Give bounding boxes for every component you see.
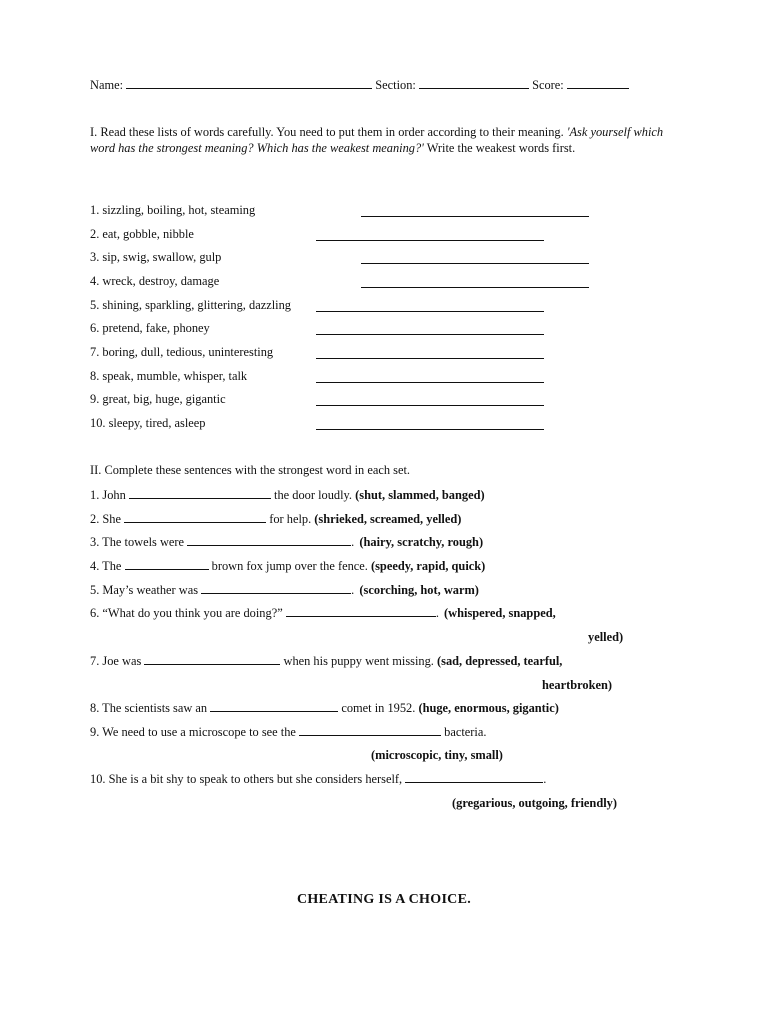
list-item xyxy=(90,226,194,242)
sentence-text: . xyxy=(351,535,355,549)
answer-blank[interactable] xyxy=(129,498,271,499)
sentence-text: 2. She xyxy=(90,512,121,526)
list-item-text: 6. pretend, fake, phoney xyxy=(90,321,210,335)
list-item-text: 8. speak, mumble, whisper, talk xyxy=(90,369,248,383)
list-item-text: 7. boring, dull, tedious, uninteresting xyxy=(90,345,274,359)
sentence-9 xyxy=(90,724,486,740)
word-options-continued: heartbroken) xyxy=(542,678,612,692)
sentence-7 xyxy=(90,653,562,669)
part1-intro: I. Read these lists of words carefully. You need to put them in order according to their meaning. xyxy=(90,125,564,139)
answer-line[interactable] xyxy=(316,311,544,312)
answer-line[interactable] xyxy=(361,216,589,217)
sentence-text: brown fox jump over the fence. xyxy=(211,559,368,573)
sentence-text: 1. John xyxy=(90,488,126,502)
sentence-text: when his puppy went missing. xyxy=(283,654,434,668)
answer-line[interactable] xyxy=(361,263,589,264)
answer-blank[interactable] xyxy=(405,782,543,783)
list-item xyxy=(90,202,255,218)
sentence-4 xyxy=(90,558,485,574)
sentence-text: bacteria. xyxy=(444,725,487,739)
answer-blank[interactable] xyxy=(125,569,209,570)
sentence-text: 9. We need to use a microscope to see the xyxy=(90,725,296,739)
name-label: Name: xyxy=(90,78,124,92)
answer-line[interactable] xyxy=(361,287,589,288)
sentence-text: . xyxy=(435,606,439,620)
word-options: (sad, depressed, tearful, xyxy=(437,654,563,668)
sentence-text: . xyxy=(351,583,355,597)
sentence-text: . xyxy=(543,772,547,786)
list-item xyxy=(90,344,273,360)
answer-line[interactable] xyxy=(316,405,544,406)
list-item-text: 1. sizzling, boiling, hot, steaming xyxy=(90,203,256,217)
score-blank[interactable] xyxy=(567,88,629,89)
footer-title: CHEATING IS A CHOICE. xyxy=(296,892,472,907)
list-item-text: 4. wreck, destroy, damage xyxy=(90,274,220,288)
list-item xyxy=(90,415,206,431)
answer-line[interactable] xyxy=(316,358,544,359)
list-item-text: 2. eat, gobble, nibble xyxy=(90,227,194,241)
list-item xyxy=(90,320,210,336)
word-options-continued: yelled) xyxy=(588,630,624,644)
sentence-text: for help. xyxy=(269,512,312,526)
part1-intro-end: Write the weakest words first. xyxy=(426,140,576,155)
answer-blank[interactable] xyxy=(201,593,351,594)
word-options: (shut, slammed, banged) xyxy=(355,488,485,502)
list-item-text: 3. sip, swig, swallow, gulp xyxy=(90,250,222,264)
sentence-text: 10. She is a bit shy to speak to others but she considers herself, xyxy=(90,772,403,786)
header-line xyxy=(90,77,629,93)
sentence-2 xyxy=(90,511,461,527)
list-item xyxy=(90,249,221,265)
word-options: (microscopic, tiny, small) xyxy=(371,748,503,762)
answer-blank[interactable] xyxy=(124,522,266,523)
answer-blank[interactable] xyxy=(144,664,280,665)
word-options: (shrieked, screamed, yelled) xyxy=(314,512,462,526)
sentence-text: comet in 1952. xyxy=(341,701,416,715)
part1-intro-italic: 'Ask yourself which word has the strongest meaning? Which has the weakest meaning?' xyxy=(90,125,664,155)
list-item-text: 10. sleepy, tired, asleep xyxy=(90,416,206,430)
part2-instructions: II. Complete these sentences with the strongest word in each set. xyxy=(90,463,411,477)
word-options: (huge, enormous, gigantic) xyxy=(418,701,559,715)
section-label: Section: xyxy=(375,78,416,92)
answer-line[interactable] xyxy=(316,240,544,241)
sentence-text: 5. May’s weather was xyxy=(90,583,199,597)
answer-line[interactable] xyxy=(316,382,544,383)
word-options: (speedy, rapid, quick) xyxy=(370,559,486,573)
list-item-text: 9. great, big, huge, gigantic xyxy=(90,392,226,406)
list-item xyxy=(90,273,219,289)
sentence-text: the door loudly. xyxy=(274,488,353,502)
section-blank[interactable] xyxy=(419,88,529,89)
answer-blank[interactable] xyxy=(299,735,441,736)
list-item xyxy=(90,368,247,384)
sentence-text: 6. “What do you think you are doing?” xyxy=(90,606,283,620)
word-options: (whispered, snapped, xyxy=(444,606,556,620)
answer-blank[interactable] xyxy=(210,711,338,712)
list-item xyxy=(90,297,291,313)
sentence-text: 8. The scientists saw an xyxy=(90,701,208,715)
name-blank[interactable] xyxy=(126,88,372,89)
answer-line[interactable] xyxy=(316,429,544,430)
word-options: (hairy, scratchy, rough) xyxy=(359,535,484,549)
word-options: (scorching, hot, warm) xyxy=(359,583,479,597)
score-label: Score: xyxy=(532,78,564,92)
answer-blank[interactable] xyxy=(286,616,436,617)
answer-blank[interactable] xyxy=(187,545,351,546)
sentence-text: 7. Joe was xyxy=(90,654,142,668)
sentence-6 xyxy=(90,605,556,621)
sentence-1 xyxy=(90,487,485,503)
sentence-3 xyxy=(90,534,483,550)
sentence-text: 4. The xyxy=(90,559,122,573)
word-options: (gregarious, outgoing, friendly) xyxy=(452,796,617,810)
sentence-8 xyxy=(90,700,559,716)
sentence-text: 3. The towels were xyxy=(90,535,185,549)
part1-instructions xyxy=(90,125,665,156)
answer-line[interactable] xyxy=(316,334,544,335)
list-item-text: 5. shining, sparkling, glittering, dazzling xyxy=(90,298,291,312)
sentence-10 xyxy=(90,771,546,787)
list-item xyxy=(90,391,226,407)
sentence-5 xyxy=(90,582,479,598)
